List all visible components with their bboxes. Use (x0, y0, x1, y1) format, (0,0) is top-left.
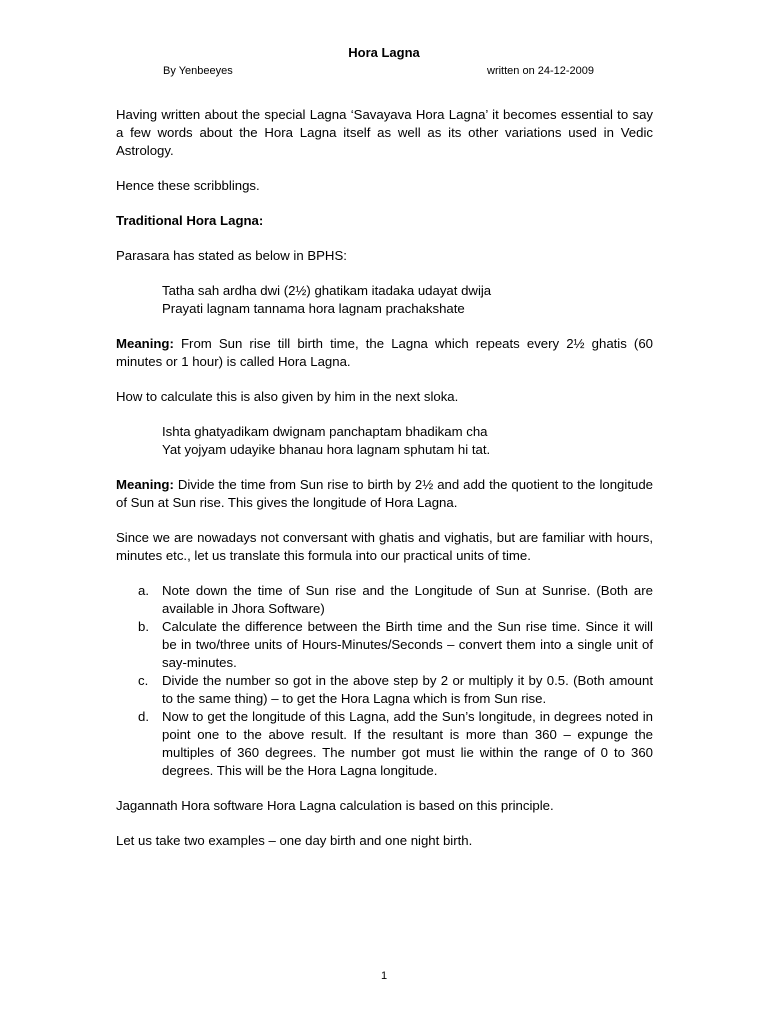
sloka-block-2 (162, 423, 653, 459)
parasara-paragraph: Parasara has stated as below in BPHS: (116, 248, 347, 263)
jagannath-paragraph: Jagannath Hora software Hora Lagna calculation is based on this principle. (116, 798, 554, 813)
sloka-line: Yat yojyam udayike bhanau hora lagnam sphutam hi tat. (162, 442, 491, 457)
sloka-line: Prayati lagnam tannama hora lagnam prachakshate (162, 301, 465, 316)
list-marker: c. (138, 673, 149, 688)
written-date: written on 24-12-2009 (487, 65, 595, 77)
section-heading: Traditional Hora Lagna: (116, 213, 264, 228)
list-marker: d. (138, 709, 149, 724)
author-byline: By Yenbeeyes (163, 65, 233, 77)
examples-paragraph: Let us take two examples – one day birth and one night birth. (116, 833, 473, 848)
meaning-text: From Sun rise till birth time, the Lagna which repeats every 2½ ghatis (60 minutes or 1 hour) is called Hora Lagna. (116, 336, 653, 369)
meaning-paragraph-1 (116, 335, 653, 371)
list-marker: a. (138, 583, 149, 598)
list-marker: b. (138, 619, 149, 634)
document-body (116, 106, 653, 867)
meaning-paragraph-2 (116, 476, 653, 512)
since-paragraph: Since we are nowadays not conversant with ghatis and vighatis, but are familiar with hours, minutes etc., let us translate this formula into our practical units of time. (116, 530, 653, 563)
how-to-paragraph: How to calculate this is also given by him in the next sloka. (116, 389, 459, 404)
list-item (116, 672, 653, 708)
list-item-text: Divide the number so got in the above step by 2 or multiply it by 0.5. (Both amount to the same thing) – to get the Hora Lagna which is from Sun rise. (162, 673, 653, 706)
list-item-text: Now to get the longitude of this Lagna, add the Sun’s longitude, in degrees noted in point one to the above result. If the resultant is more than 360 – expunge the multiples of 360 degrees. The number got must lie within the range of 0 to 360 degrees. This will be the Hora Lagna longitude. (162, 709, 653, 778)
list-item (116, 708, 653, 780)
page-number: 1 (380, 970, 388, 982)
intro-paragraph: Having written about the special Lagna ‘Savayava Hora Lagna’ it becomes essential to say a few words about the Hora Lagna itself as well as its other variations used in Vedic Astrology. (116, 107, 653, 158)
meaning-label: Meaning: (116, 336, 174, 351)
list-item (116, 582, 653, 618)
sloka-block-1 (162, 282, 653, 318)
hence-paragraph: Hence these scribblings. (116, 178, 260, 193)
meaning-text: Divide the time from Sun rise to birth by 2½ and add the quotient to the longitude of Sun at Sun rise. This gives the longitude of Hora Lagna. (116, 477, 653, 510)
list-item-text: Calculate the difference between the Birth time and the Sun rise time. Since it will be in two/three units of Hours-Minutes/Seconds – convert them into a single unit of say-minutes. (162, 619, 653, 670)
list-item-text: Note down the time of Sun rise and the Longitude of Sun at Sunrise. (Both are available in Jhora Software) (162, 583, 653, 616)
document-title: Hora Lagna (348, 45, 420, 60)
sloka-line: Ishta ghatyadikam dwignam panchaptam bhadikam cha (162, 424, 488, 439)
steps-list (116, 582, 653, 780)
sloka-line: Tatha sah ardha dwi (2½) ghatikam itadaka udayat dwija (162, 283, 492, 298)
list-item (116, 618, 653, 672)
meaning-label: Meaning: (116, 477, 174, 492)
